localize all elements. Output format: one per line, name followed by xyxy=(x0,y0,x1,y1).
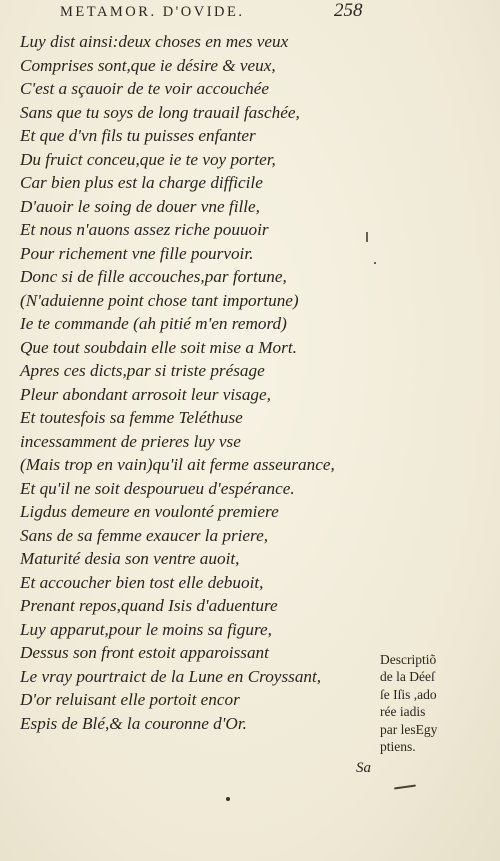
verse-line: Prenant repos,quand Isis d'aduenture xyxy=(20,596,278,615)
running-head: METAMOR. D'OVIDE. xyxy=(60,4,245,20)
verse-line: Sans de sa femme exaucer la priere, xyxy=(20,525,269,545)
verse-block xyxy=(20,30,360,735)
marginal-note-line: par lesEgy xyxy=(380,721,438,737)
marginal-note-line: ptiens. xyxy=(380,739,416,755)
verse-line: Et toutesfois sa femme Teléthuse xyxy=(20,408,243,427)
verse-line: Pleur abondant arrosoit leur visage, xyxy=(20,384,271,404)
verse-line: Et que d'vn fils tu puisses enfanter xyxy=(20,126,256,145)
marginal-note-line: Descriptiõ xyxy=(380,652,437,667)
verse-line: Luy apparut,pour le moins sa figure, xyxy=(20,619,272,639)
marginal-note xyxy=(380,651,480,755)
verse-line: Donc si de fille accouches,par fortune, xyxy=(20,267,287,286)
verse-line: Le vray pourtraict de la Lune en Croyssant, xyxy=(20,666,322,686)
verse-line: Dessus son front estoit apparoissant xyxy=(20,643,269,662)
verse-line: Sans que tu soys de long trauail faschée, xyxy=(20,102,300,122)
page-number: 258 xyxy=(334,0,363,21)
verse-line: Car bien plus est la charge difficile xyxy=(20,173,263,192)
margin-mark xyxy=(366,232,368,242)
verse-line: Du fruict conceu,que ie te voy porter, xyxy=(20,149,276,169)
verse-line: Et qu'il ne soit despourueu d'espérance. xyxy=(20,478,295,498)
catchword: Sa xyxy=(356,760,371,776)
verse-line: (Mais trop en vain)qu'il ait ferme asseurance, xyxy=(20,455,335,474)
verse-line: Et accoucher bien tost elle debuoit, xyxy=(20,572,264,592)
verse-line: Et nous n'auons assez riche pouuoir xyxy=(20,220,269,239)
verse-line: Ligdus demeure en voulonté premiere xyxy=(20,502,279,521)
verse-line: Luy dist ainsi:deux choses en mes veux xyxy=(20,32,289,51)
verse-line: Apres ces dicts,par si triste présage xyxy=(20,361,265,380)
verse-line: D'or reluisant elle portoit encor xyxy=(20,690,240,709)
marginal-note-line: ſe Iſis ,ado xyxy=(380,686,437,702)
marginal-note-line: de la Déeſ xyxy=(380,669,435,685)
margin-mark xyxy=(374,262,376,264)
verse-line: D'auoir le soing de douer vne fille, xyxy=(20,196,260,216)
verse-line: Ie te commande (ah pitié m'en remord) xyxy=(20,314,287,333)
verse-line: incessamment de prieres luy vse xyxy=(20,431,241,451)
verse-line: Maturité desia son ventre auoit, xyxy=(20,549,240,568)
signature-dot xyxy=(226,797,230,801)
marginal-note-line: rée iadis xyxy=(380,704,426,720)
verse-line: Que tout soubdain elle soit mise a Mort. xyxy=(20,337,297,357)
ink-mark xyxy=(394,784,416,789)
verse-line: (N'aduienne point chose tant importune) xyxy=(20,290,299,310)
verse-line: C'est a sçauoir de te voir accouchée xyxy=(20,79,270,98)
verse-line: Espis de Blé,& la couronne d'Or. xyxy=(20,713,247,733)
verse-line: Pour richement vne fille pourvoir. xyxy=(20,243,254,263)
verse-line: Comprises sont,que ie désire & veux, xyxy=(20,55,276,75)
